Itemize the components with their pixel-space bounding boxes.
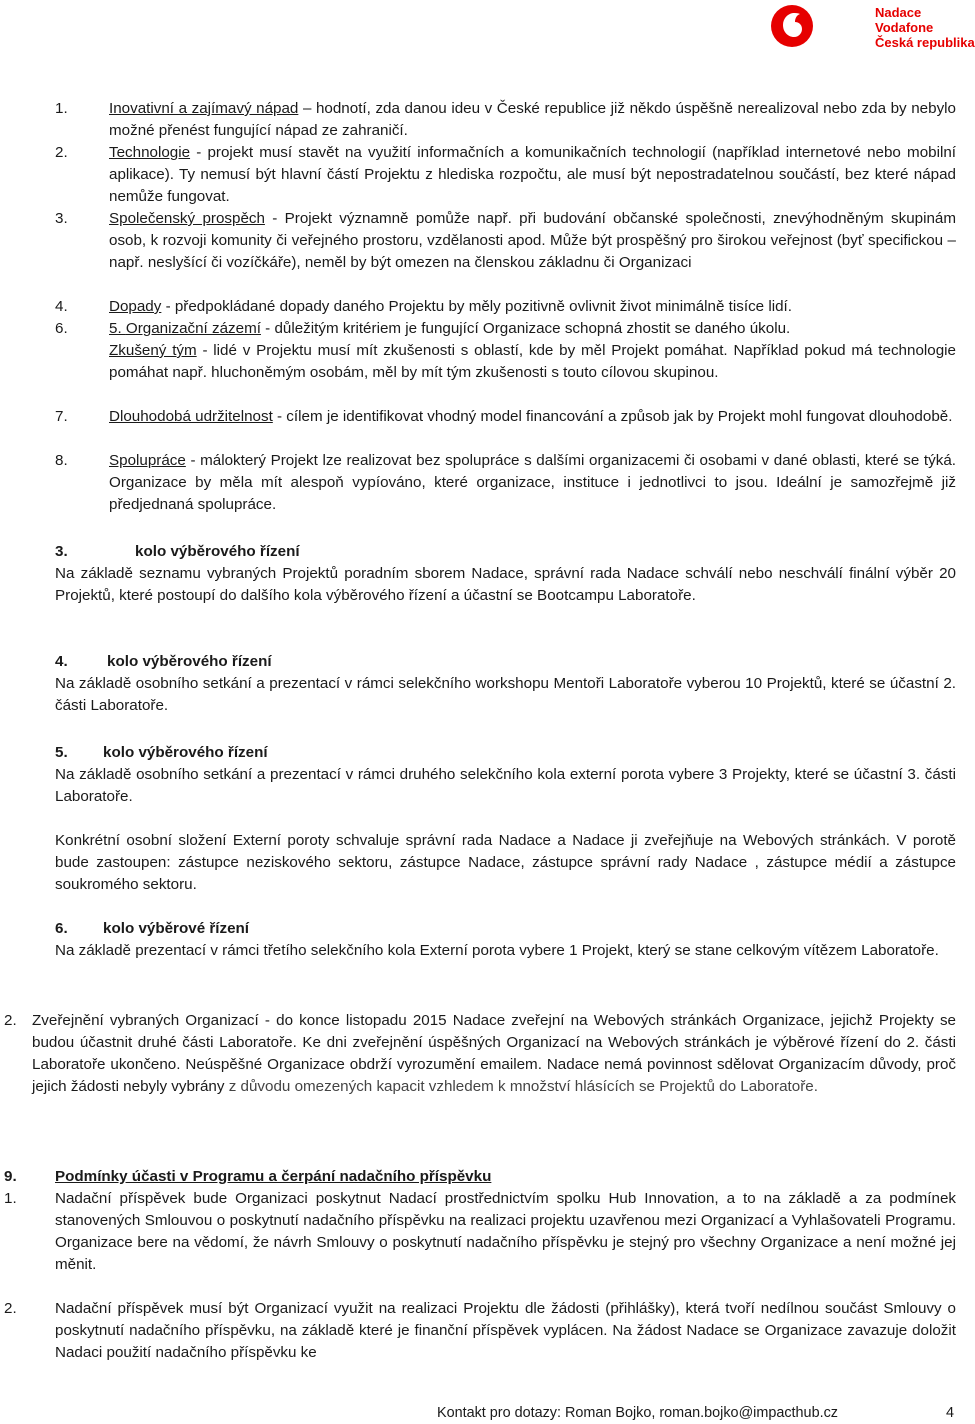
criteria-text-4: - předpokládané dopady daného Projektu by měly pozitivně ovlivnit život minimálně tisíce lidí. (161, 298, 792, 315)
criteria-num-7: 7. (55, 408, 68, 425)
criteria-item-1 (109, 98, 956, 142)
section-9-item-1-text: Nadační příspěvek bude Organizaci poskytnut Nadací prostřednictvím spolku Hub Innovation, a to na základě a za podmínek stanovených Smlouvou o poskytnutí nadačního příspěvku na realizaci projektu uzavřenou mezi Organizací a Vyhlašovateli Programu. Organizace bere na vědomí, že návrh Smlouvy o poskytnutí nadačního příspěvku je stejný pro všechny Organizace a není možné jej měnit. (55, 1190, 956, 1273)
publication-gray-text: z důvodu omezených kapacit vzhledem k množství hlásících se Projektů do Laboratoře. (224, 1078, 818, 1095)
criteria-num-1: 1. (55, 100, 68, 117)
criteria-num-2: 2. (55, 144, 68, 161)
section-9-num: 9. (4, 1168, 17, 1185)
page-number: 4 (946, 1405, 955, 1421)
round-3-num: 3. (55, 543, 68, 560)
criteria-term-5: Organizační zázemí (125, 320, 261, 337)
criteria-term-4: Dopady (109, 298, 162, 315)
criteria-term-7: Dlouhodobá udržitelnost (109, 408, 273, 425)
round-6-text: Na základě prezentací v rámci třetího selekčního kola Externí porota vybere 1 Projekt, který se stane celkovým vítězem Laboratoře. (55, 942, 939, 959)
logo-line-1: Nadace (875, 5, 922, 20)
round-5-title: kolo výběrového řízení (103, 744, 268, 761)
section-9-title: Podmínky účasti v Programu a čerpání nadačního příspěvku (55, 1168, 492, 1185)
logo-text (875, 5, 975, 50)
criteria-text-8: - málokterý Projekt lze realizovat bez spolupráce s dalšími organizacemi či osobami v dané oblasti, které se týká. Organizace by měla mít alespoň vypíováno, které organizace, instituce i jednotlivci to jsou. Ideální je samozřejmě již předjednaná spolupráce. (109, 452, 956, 513)
criteria-item-4 (109, 296, 956, 318)
criteria-term-3: Společenský prospěch (109, 210, 265, 227)
criteria-item-8 (109, 450, 956, 516)
page-footer (437, 1402, 955, 1424)
criteria-num-3: 3. (55, 210, 68, 227)
round-6-num: 6. (55, 920, 68, 937)
criteria-text-2: - projekt musí stavět na využití informačních a komunikačních technologií (například internetové nebo mobilní aplikace). Ty nemusí být hlavní částí Projektu z hlediska rozpočtu, ale musí být nepostradatelnou součástí, bez které nápad nemůže fungovat. (109, 144, 956, 205)
round-4-title: kolo výběrového řízení (107, 653, 272, 670)
round-5-num: 5. (55, 744, 68, 761)
section-9-item-2-text: Nadační příspěvek musí být Organizací využit na realizaci Projektu dle žádosti (přihlášky), která tvoří nedílnou součást Smlouvy o poskytnutí nadačního příspěvku, na základě které je finanční příspěvek vyplácen. Na žádost Nadace se Organizace zavazuje doložit Nadaci použití nadačního příspěvku ke (55, 1300, 956, 1361)
criteria-item-7 (109, 406, 956, 428)
criteria-item-5 (109, 318, 956, 340)
publication-text (32, 1010, 956, 1098)
section-9-item-2-num: 2. (4, 1300, 17, 1317)
criteria-prefix-5: 5. (109, 320, 126, 337)
logo-line-3: Česká republika (875, 35, 975, 50)
footer-contact: Kontakt pro dotazy: Roman Bojko, roman.bojko@impacthub.cz (437, 1405, 838, 1421)
criteria-term-6: Zkušený tým (109, 342, 197, 359)
criteria-term-8: Spolupráce (109, 452, 186, 469)
publication-main-text: Zveřejnění vybraných Organizací - do konce listopadu 2015 Nadace zveřejní na Webových stránkách Organizace, jejichž Projekty se budou účastnit druhé části Laboratoře. Ke dni zveřejnění úspěšných Organizací na Webových stránkách je výběrové řízení do 2. části Laboratoře ukončeno. Neúspěšné Organizace obdrží vyrozumění emailem. Nadace nemá povinnost sdělovat Organizacím důvody, proč jejich žádosti nebyly vybrány (32, 1012, 956, 1095)
round-5-text: Na základě osobního setkání a prezentací v rámci druhého selekčního kola externí porota vybere 3 Projekty, které se účastní 3. části Laboratoře. (55, 766, 956, 805)
criteria-text-7: - cílem je identifikovat vhodný model financování a způsob jak by Projekt mohl fungovat dlouhodobě. (272, 408, 953, 425)
criteria-term-1: Inovativní a zajímavý nápad (109, 100, 299, 117)
criteria-text-3: - Projekt významně pomůže např. při budování občanské společnosti, znevýhodněným skupinám osob, k rozvoji komunity či veřejného prostoru, vzdělanosti apod. Může být prospěšný pro širokou veřejnost (byť specifickou – např. neslyšící či vozíčkáře), neměl by být omezen na členskou základnu či Organizaci (109, 210, 957, 271)
round-5-jury-text: Konkrétní osobní složení Externí poroty schvaluje správní rada Nadace a Nadace ji zveřejňuje na Webových stránkách. V porotě bude zastoupen: zástupce neziskového sektoru, zástupce Nadace, zástupce správní rady Nadace , zástupce médií a zástupce soukromého sektoru. (55, 832, 956, 893)
logo-line-2: Vodafone (875, 20, 934, 35)
publication-num: 2. (4, 1012, 17, 1029)
criteria-item-2 (109, 142, 956, 208)
criteria-num-5: 6. (55, 320, 68, 337)
nadace-vodafone-logo (770, 4, 975, 54)
criteria-text-6: - lidé v Projektu musí mít zkušenosti s oblastí, kde by měl Projekt pomáhat. Například pokud má technologie pomáhat např. hluchoněmým osobám, měl by mít tým zkušenosti s touto cílovou skupinou. (109, 342, 956, 381)
round-3-text: Na základě seznamu vybraných Projektů poradním sborem Nadace, správní rada Nadace schválí nebo neschválí finální výběr 20 Projektů, které postoupí do dalšího kola výběrového řízení a účastní se Bootcampu Laboratoře. (55, 565, 956, 604)
round-4-num: 4. (55, 653, 68, 670)
round-3-title: kolo výběrového řízení (135, 543, 300, 560)
criteria-term-2: Technologie (109, 144, 191, 161)
round-6-title: kolo výběrové řízení (103, 920, 250, 937)
criteria-text-1: – hodnotí, zda danou ideu v České republice již někdo úspěšně nerealizoval nebo zda by nebylo možné přenést fungující nápad ze zahraničí. (109, 100, 956, 139)
vodafone-speechmark-icon (770, 4, 814, 48)
section-9-item-1-num: 1. (4, 1190, 17, 1207)
criteria-text-5: - důležitým kritériem je fungující Organizace schopná zhostit se daného úkolu. (260, 320, 791, 337)
criteria-num-4: 4. (55, 298, 68, 315)
criteria-num-8: 8. (55, 452, 68, 469)
round-4-text: Na základě osobního setkání a prezentací v rámci selekčního workshopu Mentoři Laboratoře vyberou 10 Projektů, které se účastní 2. části Laboratoře. (55, 675, 956, 714)
criteria-item-3 (109, 208, 956, 274)
criteria-item-6 (109, 340, 956, 384)
